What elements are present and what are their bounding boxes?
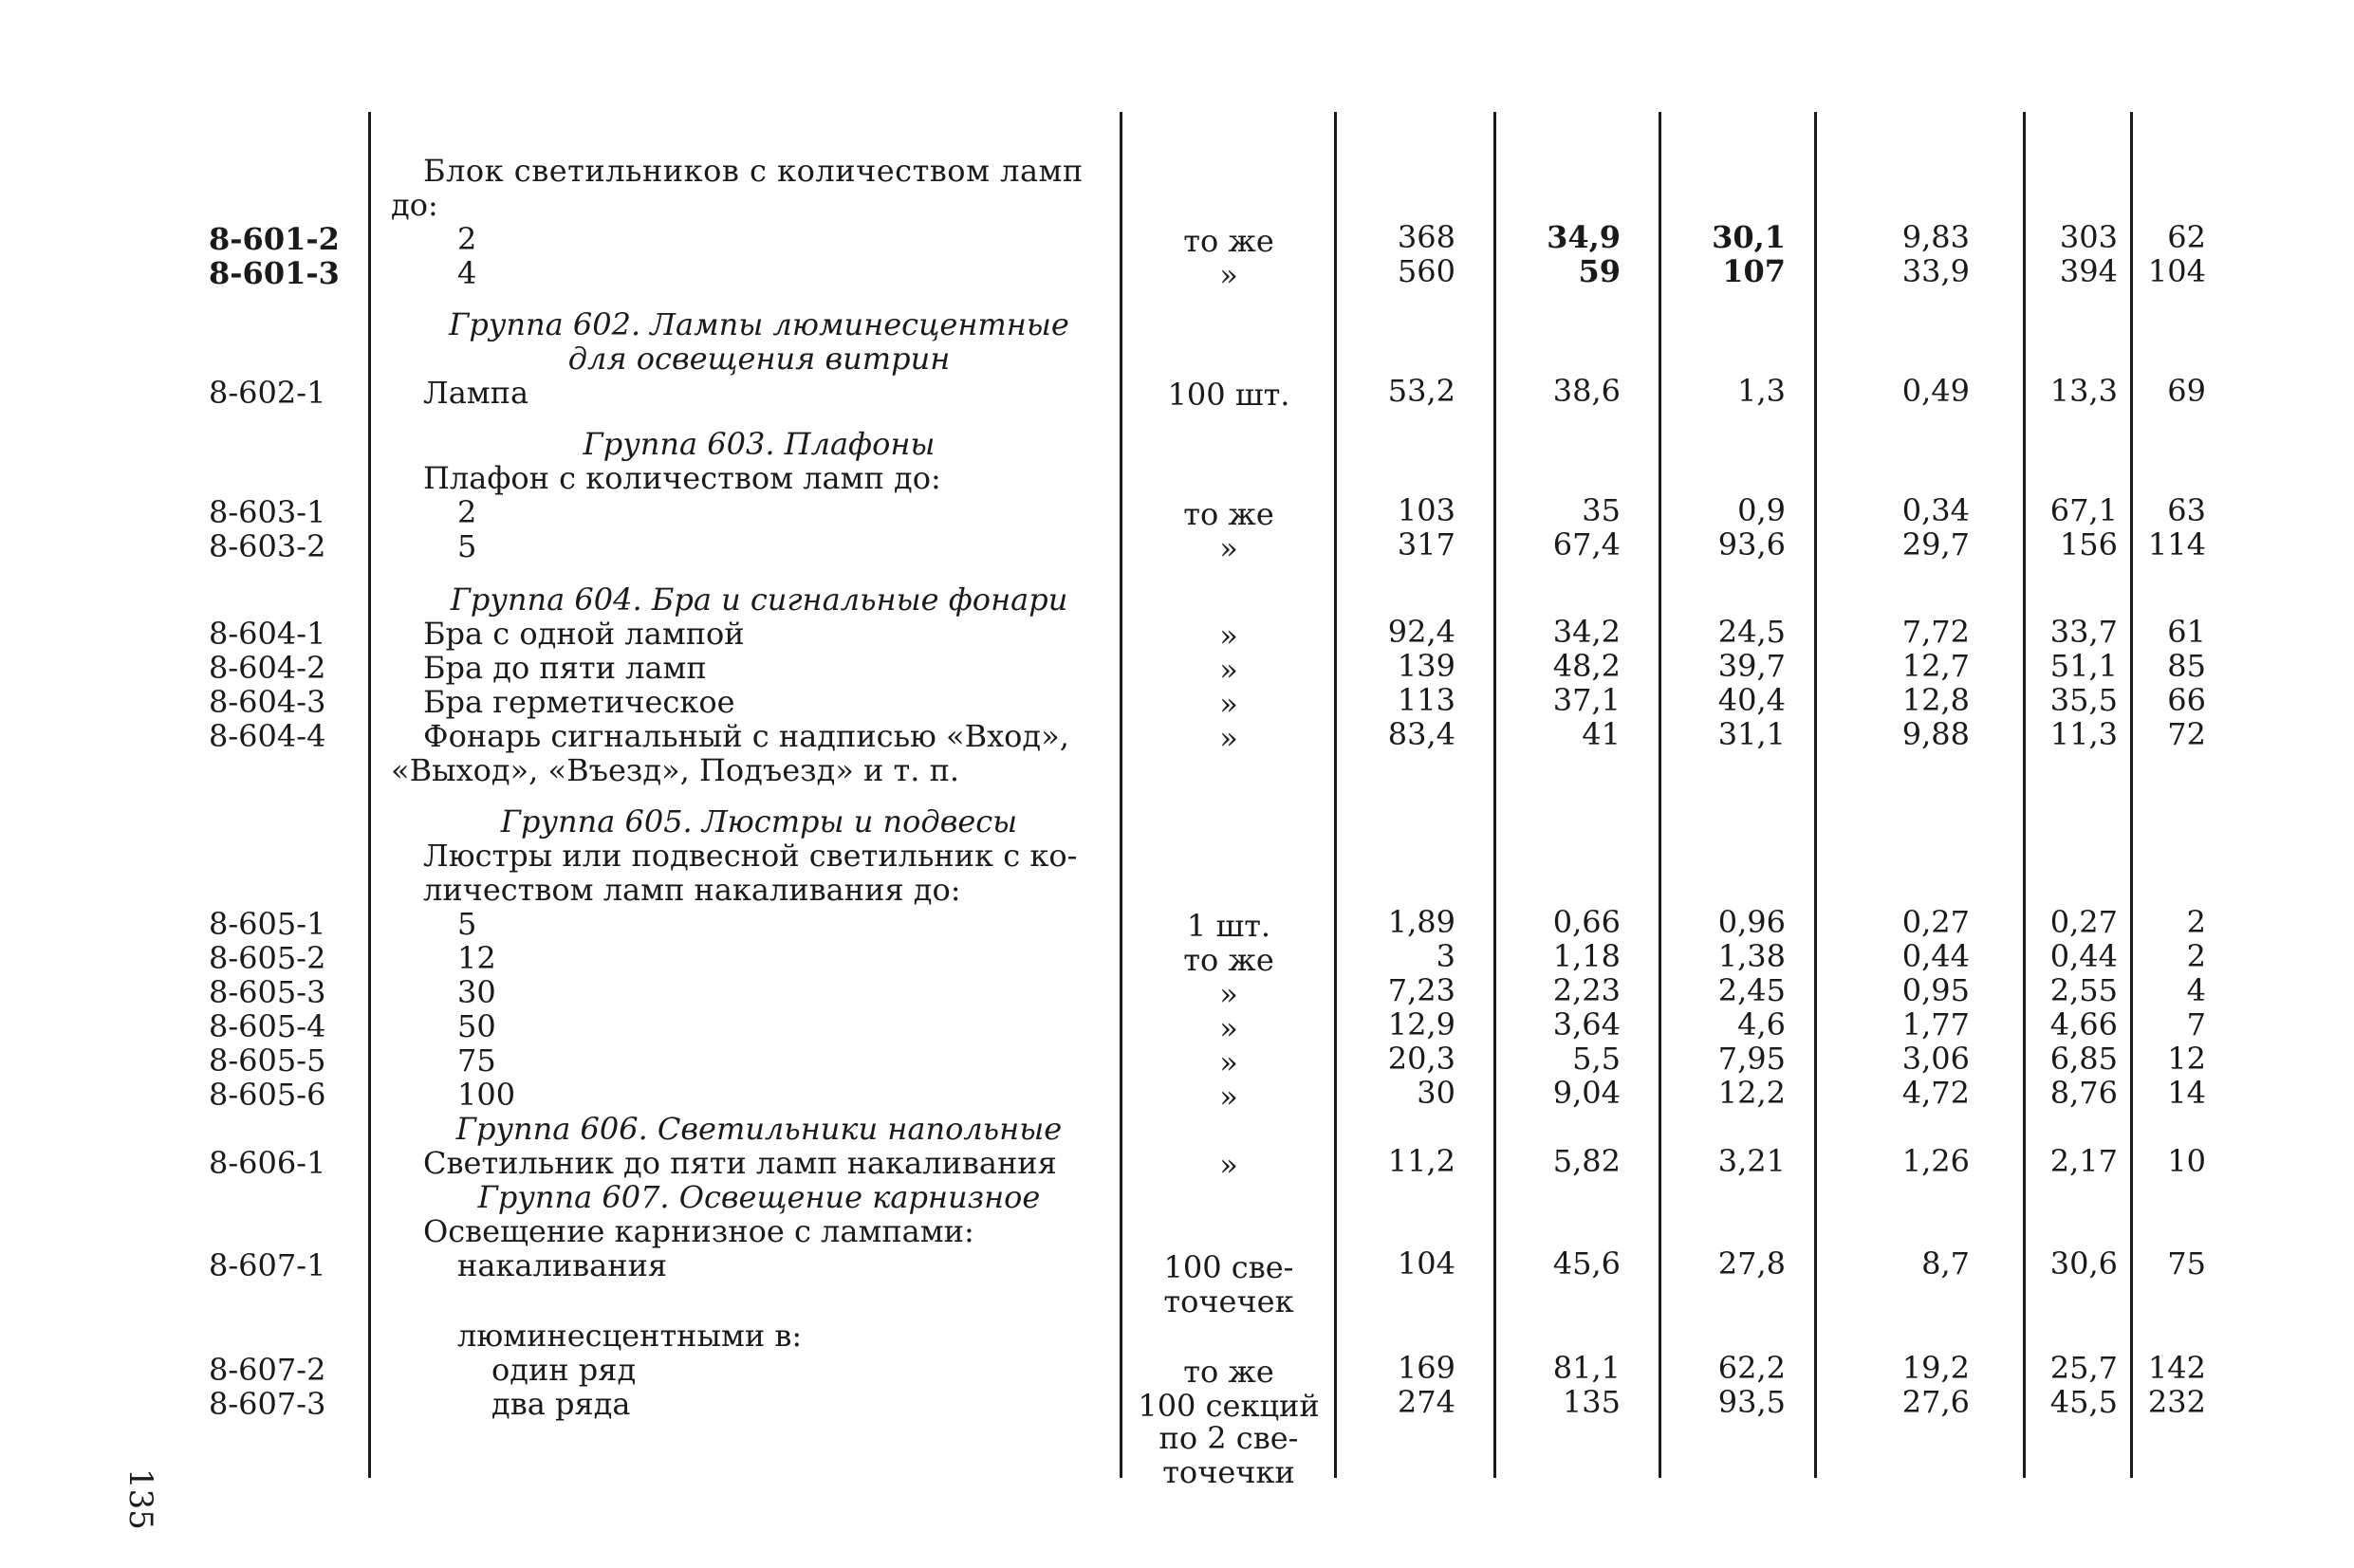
- value-cell-c6: 10: [2167, 1143, 2206, 1179]
- value-cell-c3: 40,4: [1717, 682, 1786, 718]
- row-code: 8-607-2: [209, 1352, 326, 1388]
- unit-cell: 100 све-: [1163, 1249, 1294, 1285]
- value-cell-c3: 3,21: [1717, 1143, 1786, 1179]
- value-cell-c3: 2,45: [1717, 972, 1786, 1008]
- group-heading: Группа 605. Люстры и подвесы: [500, 803, 1018, 839]
- row-code: 8-604-4: [209, 718, 326, 754]
- row-description: 30: [457, 974, 496, 1010]
- unit-cell: 100 шт.: [1167, 377, 1290, 413]
- row-description: Блок светильников с количеством ламп: [423, 153, 1084, 189]
- value-cell-c4: 1,26: [1901, 1143, 1970, 1179]
- value-cell-c1: 7,23: [1387, 972, 1455, 1008]
- value-cell-c1: 169: [1397, 1350, 1455, 1386]
- value-cell-c5: 30,6: [2049, 1245, 2118, 1282]
- value-cell-c1: 3: [1436, 938, 1455, 974]
- value-cell-c2: 3,64: [1552, 1006, 1621, 1042]
- row-code: 8-604-3: [209, 684, 326, 720]
- column-rule: [2130, 112, 2133, 1478]
- row-code: 8-603-2: [209, 528, 326, 564]
- group-heading: Группа 604. Бра и сигнальные фонари: [450, 581, 1068, 618]
- column-rule: [1120, 112, 1122, 1478]
- row-description: 100: [457, 1077, 516, 1113]
- value-cell-c4: 4,72: [1901, 1075, 1970, 1111]
- value-cell-c2: 1,18: [1552, 938, 1621, 974]
- value-cell-c6: 85: [2167, 648, 2206, 684]
- value-cell-c2: 34,9: [1547, 219, 1621, 255]
- unit-cell: то же: [1183, 496, 1274, 532]
- value-cell-c5: 25,7: [2049, 1350, 2118, 1386]
- value-cell-c6: 62: [2167, 219, 2206, 255]
- value-cell-c5: 45,5: [2049, 1384, 2118, 1420]
- row-description: Освещение карнизное с лампами:: [423, 1213, 974, 1249]
- unit-cell: »: [1219, 618, 1238, 654]
- row-description: 75: [457, 1042, 496, 1079]
- value-cell-c1: 92,4: [1387, 614, 1455, 650]
- value-cell-c6: 72: [2167, 716, 2206, 752]
- unit-cell: »: [1219, 1044, 1238, 1080]
- column-rule: [368, 112, 371, 1478]
- value-cell-c3: 30,1: [1712, 219, 1786, 255]
- value-cell-c3: 62,2: [1717, 1350, 1786, 1386]
- row-code: 8-607-3: [209, 1386, 326, 1422]
- value-cell-c5: 67,1: [2049, 492, 2118, 528]
- value-cell-c6: 142: [2147, 1350, 2206, 1386]
- row-description: Бра с одной лампой: [423, 616, 745, 652]
- row-description: накаливания: [457, 1247, 668, 1283]
- value-cell-c5: 303: [2059, 219, 2118, 255]
- value-cell-c2: 59: [1578, 253, 1621, 289]
- unit-cell: 100 секций: [1138, 1388, 1320, 1424]
- value-cell-c3: 31,1: [1717, 716, 1786, 752]
- value-cell-c3: 39,7: [1717, 648, 1786, 684]
- row-code: 8-606-1: [209, 1145, 326, 1181]
- row-description: 4: [457, 255, 477, 291]
- value-cell-c6: 75: [2167, 1245, 2206, 1282]
- value-cell-c1: 20,3: [1387, 1041, 1455, 1077]
- row-description: 50: [457, 1008, 496, 1044]
- row-description: Бра герметическое: [423, 684, 735, 720]
- row-description: Лампа: [423, 375, 529, 411]
- value-cell-c3: 1,3: [1737, 373, 1786, 409]
- group-heading: Группа 603. Плафоны: [583, 426, 936, 462]
- value-cell-c5: 4,66: [2049, 1006, 2118, 1042]
- unit-cell: »: [1219, 1079, 1238, 1115]
- value-cell-c3: 7,95: [1717, 1041, 1786, 1077]
- value-cell-c6: 66: [2167, 682, 2206, 718]
- value-cell-c4: 9,88: [1901, 716, 1970, 752]
- column-rule: [1659, 112, 1661, 1478]
- value-cell-c1: 274: [1397, 1384, 1455, 1420]
- value-cell-c3: 93,6: [1717, 526, 1786, 563]
- row-code: 8-602-1: [209, 375, 326, 411]
- value-cell-c4: 0,44: [1901, 938, 1970, 974]
- value-cell-c1: 83,4: [1387, 716, 1455, 752]
- row-code: 8-605-5: [209, 1042, 326, 1079]
- value-cell-c1: 11,2: [1387, 1143, 1455, 1179]
- value-cell-c1: 12,9: [1387, 1006, 1455, 1042]
- value-cell-c6: 2: [2186, 904, 2206, 940]
- column-rule: [2023, 112, 2026, 1478]
- value-cell-c1: 103: [1397, 492, 1455, 528]
- value-cell-c2: 135: [1562, 1384, 1621, 1420]
- row-description: Плафон с количеством ламп до:: [423, 460, 941, 496]
- value-cell-c2: 9,04: [1552, 1075, 1621, 1111]
- value-cell-c4: 0,95: [1901, 972, 1970, 1008]
- value-cell-c5: 394: [2059, 253, 2118, 289]
- value-cell-c4: 1,77: [1901, 1006, 1970, 1042]
- value-cell-c5: 0,44: [2049, 938, 2118, 974]
- row-description: 12: [457, 940, 496, 976]
- value-cell-c5: 6,85: [2049, 1041, 2118, 1077]
- value-cell-c4: 8,7: [1921, 1245, 1970, 1282]
- value-cell-c6: 232: [2147, 1384, 2206, 1420]
- row-code: 8-601-2: [209, 221, 340, 257]
- value-cell-c4: 7,72: [1901, 614, 1970, 650]
- value-cell-c1: 139: [1397, 648, 1455, 684]
- value-cell-c1: 53,2: [1387, 373, 1455, 409]
- value-cell-c4: 33,9: [1901, 253, 1970, 289]
- value-cell-c3: 4,6: [1737, 1006, 1786, 1042]
- row-description: 5: [457, 906, 477, 942]
- row-code: 8-605-2: [209, 940, 326, 976]
- column-rule: [1493, 112, 1496, 1478]
- page-number: 135: [121, 1468, 159, 1530]
- value-cell-c1: 30: [1417, 1075, 1455, 1111]
- row-description: Люстры или подвесной светильник с ко-: [423, 838, 1078, 874]
- unit-cell: »: [1219, 530, 1238, 566]
- value-cell-c6: 2: [2186, 938, 2206, 974]
- value-cell-c6: 114: [2147, 526, 2206, 563]
- row-code: 8-601-3: [209, 255, 340, 291]
- value-cell-c5: 2,17: [2049, 1143, 2118, 1179]
- value-cell-c2: 67,4: [1552, 526, 1621, 563]
- value-cell-c2: 0,66: [1552, 904, 1621, 940]
- value-cell-c5: 2,55: [2049, 972, 2118, 1008]
- unit-cell: по 2 све-: [1158, 1420, 1299, 1456]
- value-cell-c1: 560: [1397, 253, 1455, 289]
- value-cell-c4: 9,83: [1901, 219, 1970, 255]
- value-cell-c5: 35,5: [2049, 682, 2118, 718]
- row-code: 8-605-4: [209, 1008, 326, 1044]
- row-code: 8-604-1: [209, 616, 326, 652]
- value-cell-c2: 5,82: [1552, 1143, 1621, 1179]
- unit-cell: 1 шт.: [1186, 908, 1271, 944]
- row-code: 8-603-1: [209, 494, 326, 530]
- row-description: 2: [457, 221, 477, 257]
- value-cell-c2: 34,2: [1552, 614, 1621, 650]
- group-heading: Группа 606. Светильники напольные: [455, 1111, 1063, 1147]
- value-cell-c2: 35: [1582, 492, 1621, 528]
- unit-cell: то же: [1183, 223, 1274, 259]
- row-description: Фонарь сигнальный с надписью «Вход»,: [423, 718, 1069, 754]
- value-cell-c2: 81,1: [1552, 1350, 1621, 1386]
- unit-cell: »: [1219, 720, 1238, 756]
- value-cell-c1: 113: [1397, 682, 1455, 718]
- value-cell-c1: 1,89: [1387, 904, 1455, 940]
- unit-cell: то же: [1183, 1354, 1274, 1390]
- value-cell-c5: 0,27: [2049, 904, 2118, 940]
- row-description: люминесцентными в:: [457, 1318, 803, 1354]
- value-cell-c6: 63: [2167, 492, 2206, 528]
- value-cell-c2: 37,1: [1552, 682, 1621, 718]
- row-code: 8-607-1: [209, 1247, 326, 1283]
- unit-cell: точечек: [1163, 1283, 1294, 1319]
- value-cell-c6: 4: [2186, 972, 2206, 1008]
- value-cell-c6: 14: [2167, 1075, 2206, 1111]
- unit-cell: »: [1219, 976, 1238, 1012]
- value-cell-c6: 7: [2186, 1006, 2206, 1042]
- row-code: 8-605-1: [209, 906, 326, 942]
- row-description: до:: [391, 187, 438, 223]
- column-rule: [1334, 112, 1337, 1478]
- value-cell-c3: 1,38: [1717, 938, 1786, 974]
- row-description: Светильник до пяти ламп накаливания: [423, 1145, 1057, 1181]
- value-cell-c3: 93,5: [1717, 1384, 1786, 1420]
- value-cell-c5: 8,76: [2049, 1075, 2118, 1111]
- group-heading: Группа 607. Освещение карнизное: [477, 1179, 1041, 1215]
- group-heading: Группа 602. Лампы люминесцентные: [449, 306, 1069, 342]
- column-rule: [1814, 112, 1817, 1478]
- value-cell-c6: 12: [2167, 1041, 2206, 1077]
- value-cell-c3: 24,5: [1717, 614, 1786, 650]
- value-cell-c6: 61: [2167, 614, 2206, 650]
- value-cell-c5: 13,3: [2049, 373, 2118, 409]
- value-cell-c5: 33,7: [2049, 614, 2118, 650]
- value-cell-c4: 29,7: [1901, 526, 1970, 563]
- row-code: 8-605-6: [209, 1077, 326, 1113]
- value-cell-c6: 104: [2147, 253, 2206, 289]
- row-description: личеством ламп накаливания до:: [423, 872, 961, 908]
- row-description: Бра до пяти ламп: [423, 650, 707, 686]
- value-cell-c4: 3,06: [1901, 1041, 1970, 1077]
- value-cell-c2: 45,6: [1552, 1245, 1621, 1282]
- row-description: один ряд: [491, 1352, 637, 1388]
- value-cell-c3: 0,9: [1737, 492, 1786, 528]
- unit-cell: »: [1219, 686, 1238, 722]
- value-cell-c6: 69: [2167, 373, 2206, 409]
- value-cell-c2: 38,6: [1552, 373, 1621, 409]
- row-description: два ряда: [491, 1386, 631, 1422]
- value-cell-c5: 11,3: [2049, 716, 2118, 752]
- row-description: 2: [457, 494, 477, 530]
- row-description: «Выход», «Въезд», Подъезд» и т. п.: [391, 752, 960, 788]
- value-cell-c4: 27,6: [1901, 1384, 1970, 1420]
- row-description: 5: [457, 528, 477, 564]
- unit-cell: »: [1219, 1147, 1238, 1183]
- value-cell-c3: 27,8: [1717, 1245, 1786, 1282]
- value-cell-c1: 104: [1397, 1245, 1455, 1282]
- value-cell-c5: 51,1: [2049, 648, 2118, 684]
- unit-cell: »: [1219, 652, 1238, 688]
- value-cell-c4: 12,7: [1901, 648, 1970, 684]
- unit-cell: »: [1219, 257, 1238, 293]
- unit-cell: »: [1219, 1010, 1238, 1046]
- group-heading: для освещения витрин: [567, 341, 951, 377]
- value-cell-c4: 12,8: [1901, 682, 1970, 718]
- value-cell-c2: 2,23: [1552, 972, 1621, 1008]
- unit-cell: то же: [1183, 942, 1274, 978]
- value-cell-c3: 107: [1722, 253, 1786, 289]
- row-code: 8-604-2: [209, 650, 326, 686]
- value-cell-c3: 0,96: [1717, 904, 1786, 940]
- value-cell-c4: 19,2: [1901, 1350, 1970, 1386]
- unit-cell: точечки: [1162, 1454, 1295, 1490]
- value-cell-c4: 0,49: [1901, 373, 1970, 409]
- value-cell-c3: 12,2: [1717, 1075, 1786, 1111]
- value-cell-c2: 41: [1582, 716, 1621, 752]
- value-cell-c2: 48,2: [1552, 648, 1621, 684]
- value-cell-c4: 0,34: [1901, 492, 1970, 528]
- value-cell-c5: 156: [2059, 526, 2118, 563]
- value-cell-c1: 317: [1397, 526, 1455, 563]
- value-cell-c2: 5,5: [1572, 1041, 1621, 1077]
- value-cell-c1: 368: [1397, 219, 1455, 255]
- value-cell-c4: 0,27: [1901, 904, 1970, 940]
- row-code: 8-605-3: [209, 974, 326, 1010]
